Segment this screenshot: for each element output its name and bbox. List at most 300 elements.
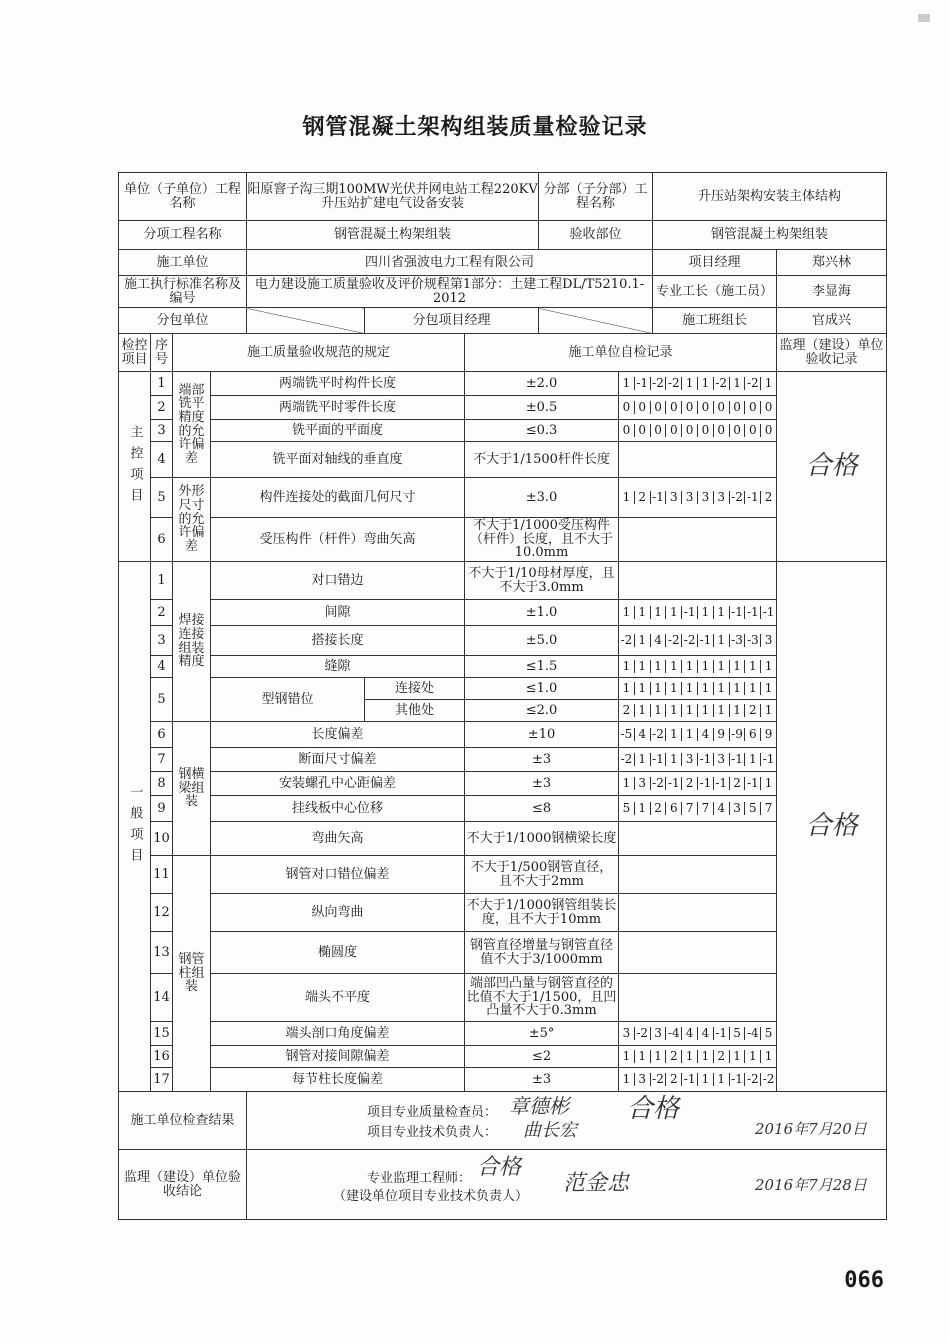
self-check-values: [619, 822, 777, 856]
value-cell: -2: [665, 377, 681, 390]
accept-part-value: 钢管混凝土构架组装: [653, 221, 887, 250]
value-cell: 1: [713, 704, 729, 717]
tolerance: ±3.0: [465, 478, 619, 518]
value-cell: -2: [729, 491, 745, 504]
value-cell: -2: [620, 752, 633, 767]
value-cell: 0: [697, 424, 713, 437]
tolerance: ±2.0: [465, 372, 619, 396]
value-cell: 4: [681, 1027, 697, 1040]
item-name: 钢管对口错位偏差: [211, 856, 465, 894]
pm-value: 郑兴林: [777, 250, 887, 276]
value-cell: -1: [760, 753, 776, 766]
group-label: 钢管柱组装: [173, 856, 211, 1092]
value-cell: 1: [650, 606, 666, 619]
value-cell: 4: [650, 634, 666, 647]
standard-value: 电力建设施工质量验收及评价规程第1部分：土建工程DL/T5210.1-2012: [247, 276, 653, 308]
value-cell: -1: [744, 606, 760, 619]
value-cell: 2: [760, 491, 776, 504]
item-value: 钢管混凝土构架组装: [247, 221, 539, 250]
value-cell: 7: [760, 802, 776, 815]
standard-label: 施工执行标准名称及编号: [119, 276, 247, 308]
group-label: 钢横梁组装: [173, 722, 211, 856]
value-cell: 2: [650, 802, 666, 815]
value-cell: 1: [681, 728, 697, 741]
value-cell: 0: [634, 401, 650, 414]
value-cell: 1: [622, 1049, 631, 1064]
group-label: 焊接连接组装精度: [173, 562, 211, 722]
value-cell: 1: [681, 682, 697, 695]
value-cell: 1: [729, 704, 745, 717]
value-cell: -1: [650, 491, 666, 504]
value-cell: 1: [760, 777, 776, 790]
value-cell: 5: [760, 1027, 776, 1040]
item-name: 弯曲矢高: [211, 822, 465, 856]
tolerance: 不大于1/1000受压构件（杆件）长度，且不大于10.0mm: [465, 518, 619, 562]
value-cell: 4: [634, 728, 650, 741]
value-cell: -2: [634, 1027, 650, 1040]
value-cell: 1: [634, 1050, 650, 1063]
page-title: 钢管混凝土架构组装质量检验记录: [302, 115, 648, 140]
value-cell: 1: [713, 682, 729, 695]
value-cell: 3: [697, 491, 713, 504]
verdict-signature: 合格: [805, 810, 858, 841]
value-cell: 2: [622, 703, 631, 718]
value-cell: 1: [760, 1050, 776, 1063]
supervision-result-cell: [247, 1150, 887, 1220]
group-label: 端部铣平精度的允许偏差: [173, 372, 211, 478]
value-cell: 1: [634, 606, 650, 619]
value-cell: 2: [744, 704, 760, 717]
subcontract-label: 分包单位: [119, 308, 247, 334]
value-cell: -5: [620, 727, 633, 742]
spec-header: 施工质量验收规范的规定: [173, 334, 465, 372]
supervision-header: 监理（建设）单位验收记录: [777, 334, 887, 372]
self-check-values: [619, 722, 777, 748]
value-cell: 2: [713, 1050, 729, 1063]
tolerance: ≤1.0: [465, 678, 619, 700]
check-item-header: 检控项目: [119, 334, 151, 372]
value-cell: 6: [665, 802, 681, 815]
value-cell: -3: [729, 634, 745, 647]
value-cell: 3: [665, 491, 681, 504]
value-cell: 3: [634, 1073, 650, 1086]
value-cell: 1: [665, 753, 681, 766]
subsection-label: 分部（子分部）工程名称: [539, 173, 653, 221]
value-cell: -1: [713, 777, 729, 790]
value-cell: -2: [744, 1073, 760, 1086]
value-cell: 5: [729, 1027, 745, 1040]
seq-no: 8: [151, 772, 173, 796]
seq-no: 5: [151, 678, 173, 722]
value-cell: -1: [760, 606, 776, 619]
value-cell: 1: [634, 753, 650, 766]
self-check-values: [619, 562, 777, 600]
self-check-values: [619, 1022, 777, 1046]
subsection-value: 升压站架构安装主体结构: [653, 173, 887, 221]
main-verdict: [777, 372, 887, 562]
tolerance: ±5°: [465, 1022, 619, 1046]
tolerance: ≤1.5: [465, 656, 619, 678]
self-check-values: [619, 600, 777, 626]
tolerance: 不大于1/1500杆件长度: [465, 442, 619, 478]
tolerance: 不大于1/1000钢管组装长度，且不大于10mm: [465, 894, 619, 932]
self-check-values: [619, 772, 777, 796]
seq-no: 15: [151, 1022, 173, 1046]
contractor-value: 四川省强波电力工程有限公司: [247, 250, 653, 276]
self-check-values: [619, 656, 777, 678]
value-cell: 1: [760, 660, 776, 673]
value-cell: 1: [744, 682, 760, 695]
value-cell: 1: [622, 1072, 631, 1087]
item-name: 铣平面的平面度: [211, 420, 465, 442]
seq-no: 11: [151, 856, 173, 894]
value-cell: 0: [665, 424, 681, 437]
item-name: 其他处: [365, 700, 465, 722]
approval-stamp-1: 合格: [627, 1094, 680, 1124]
self-check-values: [619, 856, 777, 894]
team-leader-label: 施工班组长: [653, 308, 777, 334]
self-check-values: [619, 932, 777, 974]
value-cell: 1: [760, 377, 776, 390]
value-cell: 0: [622, 423, 631, 438]
value-cell: 1: [622, 376, 631, 391]
value-cell: 1: [713, 606, 729, 619]
value-cell: -1: [697, 634, 713, 647]
value-cell: 1: [665, 660, 681, 673]
seq-header: 序号: [151, 334, 173, 372]
table-body: [119, 372, 887, 1092]
value-cell: 1: [729, 682, 745, 695]
group-label: 外形尺寸的允许偏差: [173, 478, 211, 562]
value-cell: 1: [634, 704, 650, 717]
self-check-values: [619, 1046, 777, 1068]
value-cell: 1: [665, 682, 681, 695]
value-cell: 1: [744, 753, 760, 766]
general-verdict: [777, 562, 887, 1092]
value-cell: 0: [650, 424, 666, 437]
value-cell: -1: [681, 606, 697, 619]
self-check-values: [619, 372, 777, 396]
accept-part-label: 验收部位: [539, 221, 653, 250]
approval-stamp-2: 合格: [477, 1155, 522, 1180]
value-cell: 2: [665, 1073, 681, 1086]
value-cell: 1: [697, 1073, 713, 1086]
value-cell: 7: [697, 802, 713, 815]
value-cell: 0: [713, 401, 729, 414]
item-name: 端头剖口角度偏差: [211, 1022, 465, 1046]
seq-no: 12: [151, 894, 173, 932]
self-check-values: [619, 1068, 777, 1092]
sup-engineer-label: 专业监理工程师：: [367, 1171, 472, 1186]
corner-mark: [918, 14, 930, 22]
value-cell: 1: [622, 605, 631, 620]
tolerance: ±3: [465, 1068, 619, 1092]
self-check-values: [619, 420, 777, 442]
value-cell: 1: [634, 682, 650, 695]
value-cell: -2: [665, 634, 681, 647]
value-cell: 1: [650, 682, 666, 695]
seq-no: 10: [151, 822, 173, 856]
value-cell: 0: [634, 424, 650, 437]
value-cell: 1: [729, 1050, 745, 1063]
value-cell: -2: [744, 377, 760, 390]
qc-label: 项目专业质量检查员：: [367, 1105, 498, 1120]
value-cell: -1: [634, 377, 650, 390]
value-cell: 1: [650, 660, 666, 673]
self-check-values: [619, 748, 777, 772]
item-name: 铣平面对轴线的垂直度: [211, 442, 465, 478]
value-cell: -2: [650, 1073, 666, 1086]
owner-label: （建设单位项目专业技术负责人）: [333, 1189, 529, 1204]
value-cell: -2: [760, 1073, 776, 1086]
value-cell: -1: [681, 1073, 697, 1086]
value-cell: 0: [744, 424, 760, 437]
item-name: 连接处: [365, 678, 465, 700]
value-cell: 1: [665, 704, 681, 717]
item-name: 两端铣平时构件长度: [211, 372, 465, 396]
contractor-result-label: 施工单位检查结果: [119, 1092, 247, 1150]
self-check-header: 施工单位自检记录: [465, 334, 777, 372]
seq-no: 4: [151, 656, 173, 678]
self-check-values: [619, 396, 777, 420]
item-name: 端头不平度: [211, 974, 465, 1022]
item-name: 椭圆度: [211, 932, 465, 974]
type-misalign-label: 型钢错位: [211, 678, 365, 722]
value-cell: 1: [713, 634, 729, 647]
value-cell: 3: [713, 491, 729, 504]
self-check-values: [619, 700, 777, 722]
seq-no: 1: [151, 372, 173, 396]
value-cell: 1: [713, 660, 729, 673]
value-cell: 5: [744, 802, 760, 815]
value-cell: 2: [681, 777, 697, 790]
tolerance: 不大于1/500钢管直径，且不大于2mm: [465, 856, 619, 894]
foreman-label: 专业工长（施工员）: [653, 276, 777, 308]
value-cell: 1: [622, 659, 631, 674]
value-cell: 3: [729, 802, 745, 815]
item-label: 分项工程名称: [119, 221, 247, 250]
item-name: 间隙: [211, 600, 465, 626]
seq-no: 1: [151, 562, 173, 600]
tolerance: ±3: [465, 748, 619, 772]
date-1: 2016年7月20日: [755, 1120, 867, 1138]
self-check-values: [619, 796, 777, 822]
value-cell: 1: [729, 660, 745, 673]
value-cell: 0: [665, 401, 681, 414]
value-cell: -4: [665, 1027, 681, 1040]
value-cell: -1: [665, 777, 681, 790]
value-cell: -1: [697, 777, 713, 790]
seq-no: 2: [151, 396, 173, 420]
tolerance: ±10: [465, 722, 619, 748]
self-check-values: [619, 894, 777, 932]
value-cell: 1: [697, 377, 713, 390]
value-cell: -2: [713, 377, 729, 390]
tolerance: 钢管直径增量与钢管直径值不大于3/1000mm: [465, 932, 619, 974]
value-cell: 0: [713, 424, 729, 437]
general-label: 一般项目: [119, 562, 151, 1092]
item-name: 长度偏差: [211, 722, 465, 748]
value-cell: 0: [760, 401, 776, 414]
value-cell: -1: [744, 777, 760, 790]
sub-pm-label: 分包项目经理: [365, 308, 539, 334]
value-cell: -4: [744, 1027, 760, 1040]
value-cell: 4: [697, 728, 713, 741]
self-check-values: [619, 626, 777, 656]
seq-no: 16: [151, 1046, 173, 1068]
seq-no: 3: [151, 626, 173, 656]
self-check-values: [619, 678, 777, 700]
value-cell: -2: [650, 728, 666, 741]
self-check-values: [619, 478, 777, 518]
page-number: 066: [844, 1268, 884, 1293]
value-cell: 1: [697, 606, 713, 619]
value-cell: 3: [634, 777, 650, 790]
value-cell: 0: [729, 401, 745, 414]
value-cell: 9: [713, 728, 729, 741]
value-cell: 1: [622, 490, 631, 505]
value-cell: 1: [744, 1050, 760, 1063]
value-cell: 4: [697, 1027, 713, 1040]
value-cell: 1: [622, 681, 631, 696]
value-cell: 2: [634, 491, 650, 504]
seq-no: 17: [151, 1068, 173, 1092]
value-cell: 1: [650, 704, 666, 717]
value-cell: 0: [697, 401, 713, 414]
value-cell: 1: [681, 1050, 697, 1063]
item-name: 纵向弯曲: [211, 894, 465, 932]
tolerance: ≤8: [465, 796, 619, 822]
value-cell: 3: [681, 753, 697, 766]
seq-no: 7: [151, 748, 173, 772]
value-cell: 0: [744, 401, 760, 414]
value-cell: 7: [681, 802, 697, 815]
value-cell: -1: [729, 1073, 745, 1086]
item-name: 搭接长度: [211, 626, 465, 656]
supervisor-signature: 范金忠: [563, 1171, 630, 1196]
value-cell: -2: [620, 633, 633, 648]
self-check-values: [619, 974, 777, 1022]
value-cell: 3: [622, 1026, 631, 1041]
tolerance: ±0.5: [465, 396, 619, 420]
inspection-table: [118, 172, 887, 1220]
value-cell: -1: [729, 753, 745, 766]
sub-pm-value-empty: [539, 308, 653, 334]
value-cell: 1: [634, 660, 650, 673]
value-cell: 0: [760, 424, 776, 437]
value-cell: 0: [681, 401, 697, 414]
value-cell: -1: [650, 753, 666, 766]
value-cell: 1: [697, 704, 713, 717]
value-cell: 4: [713, 802, 729, 815]
value-cell: 6: [744, 728, 760, 741]
item-name: 缝隙: [211, 656, 465, 678]
tolerance: ≤2: [465, 1046, 619, 1068]
value-cell: 3: [650, 1027, 666, 1040]
value-cell: 0: [622, 400, 631, 415]
value-cell: -9: [729, 728, 745, 741]
value-cell: 1: [681, 377, 697, 390]
value-cell: 1: [634, 634, 650, 647]
value-cell: -2: [650, 377, 666, 390]
self-check-values: [619, 518, 777, 562]
value-cell: 0: [650, 401, 666, 414]
item-name: 钢管对接间隙偏差: [211, 1046, 465, 1068]
value-cell: -1: [697, 753, 713, 766]
value-cell: -2: [681, 634, 697, 647]
item-name: 受压构件（杆件）弯曲矢高: [211, 518, 465, 562]
unit-value: 阳原窨子沟三期100MW光伏并网电站工程220KV升压站扩建电气设备安装: [247, 173, 539, 221]
item-name: 两端铣平时零件长度: [211, 396, 465, 420]
value-cell: 3: [681, 491, 697, 504]
tolerance: 端部凹凸量与钢管直径的比值不大于1/1500，且凹凸量不大于0.3mm: [465, 974, 619, 1022]
item-name: 构件连接处的截面几何尺寸: [211, 478, 465, 518]
seq-no: 4: [151, 442, 173, 478]
item-name: 断面尺寸偏差: [211, 748, 465, 772]
tolerance: 不大于1/1000钢横梁长度: [465, 822, 619, 856]
seq-no: 3: [151, 420, 173, 442]
seq-no: 6: [151, 722, 173, 748]
seq-no: 13: [151, 932, 173, 974]
value-cell: 1: [665, 606, 681, 619]
seq-no: 2: [151, 600, 173, 626]
value-cell: 1: [622, 776, 631, 791]
verdict-signature: 合格: [805, 450, 858, 481]
value-cell: 0: [681, 424, 697, 437]
value-cell: -1: [729, 606, 745, 619]
value-cell: 3: [760, 634, 776, 647]
item-name: 对口错边: [211, 562, 465, 600]
value-cell: -2: [650, 777, 666, 790]
tolerance: ≤2.0: [465, 700, 619, 722]
tolerance: ≤0.3: [465, 420, 619, 442]
tolerance: 不大于1/10母材厚度，且不大于3.0mm: [465, 562, 619, 600]
item-name: 每节柱长度偏差: [211, 1068, 465, 1092]
seq-no: 6: [151, 518, 173, 562]
value-cell: 1: [729, 377, 745, 390]
value-cell: 1: [760, 704, 776, 717]
subcontract-value-empty: [247, 308, 365, 334]
value-cell: 1: [760, 682, 776, 695]
value-cell: 1: [681, 660, 697, 673]
value-cell: 1: [634, 802, 650, 815]
value-cell: -1: [744, 491, 760, 504]
value-cell: 1: [681, 704, 697, 717]
tech-label: 项目专业技术负责人：: [367, 1125, 498, 1140]
value-cell: 1: [650, 1050, 666, 1063]
value-cell: -1: [713, 1027, 729, 1040]
team-leader-value: 官成兴: [777, 308, 887, 334]
tech-signature: 曲长宏: [523, 1120, 578, 1141]
value-cell: 1: [697, 660, 713, 673]
value-cell: 1: [697, 1050, 713, 1063]
value-cell: 0: [729, 424, 745, 437]
date-2: 2016年7月28日: [755, 1176, 867, 1194]
self-check-values: [619, 442, 777, 478]
value-cell: 2: [729, 777, 745, 790]
item-name: 安装螺孔中心距偏差: [211, 772, 465, 796]
foreman-value: 李显海: [777, 276, 887, 308]
tolerance: ±5.0: [465, 626, 619, 656]
qc-signature: 章德彬: [509, 1094, 570, 1118]
contractor-result-cell: [247, 1092, 887, 1150]
main-control-label: 主控项目: [119, 372, 151, 562]
value-cell: 2: [665, 1050, 681, 1063]
tolerance: ±1.0: [465, 600, 619, 626]
unit-label: 单位（子单位）工程名称: [119, 173, 247, 221]
seq-no: 14: [151, 974, 173, 1022]
contractor-label: 施工单位: [119, 250, 247, 276]
